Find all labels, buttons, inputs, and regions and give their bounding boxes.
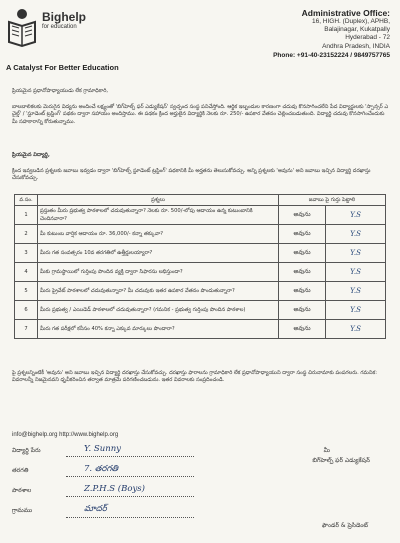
table-row (15, 263, 386, 282)
row-question: మీకు గ్రామస్థాయిలో గుర్తింపు పొందిన వ్యక్తి ద్వారా సిఫారసు లభిస్తుందా? (38, 263, 279, 282)
student-name-line (66, 456, 194, 457)
eligibility-table (14, 194, 386, 339)
brand-subtitle: for education (42, 24, 77, 30)
village-line (66, 517, 194, 518)
table-row (15, 320, 386, 339)
bighelp-logo-icon (6, 8, 38, 48)
contact-email[interactable]: info@bighelp.org http://www.bighelp.org (12, 432, 119, 438)
row-question: మీ కుటుంబ వార్షిక ఆదాయం రూ. 36,000/- కన్నా తక్కువా? (38, 225, 279, 244)
row-answer[interactable]: అవును (279, 263, 326, 282)
table-row (15, 206, 386, 225)
row-signature: Y.S (326, 206, 386, 225)
row-signature: Y.S (326, 244, 386, 263)
row-signature: Y.S (326, 263, 386, 282)
office-phone: Phone: +91-40-23152224 / 9849757765 (273, 51, 390, 59)
row-number: 6 (15, 301, 38, 320)
class-line (66, 476, 194, 477)
row-number: 3 (15, 244, 38, 263)
student-name-value[interactable]: Y. Sunny (84, 444, 121, 454)
signoff-yours: మీ (323, 447, 330, 454)
row-question: మీరు ప్రభుత్వ / ఎయిడెడ్ పాఠశాలలో చదువుతున్నారా? (గమనిక - ప్రభుత్వ గుర్తింపు పొందిన పాఠశాల) (38, 301, 279, 320)
school-line (66, 496, 194, 497)
row-answer[interactable]: అవును (279, 244, 326, 263)
intro-paragraph: బాలబాలికలకు మెరుగైన విద్యను అందించే లక్ష్యంతో 'బిగ్‌హెల్ప్ ఫర్ ఎడ్యుకేషన్' స్వచ్ఛంద సంస్థ పనిచేస్తోంది. ఆర్థిక ఇబ్బందుల కారణంగా చదువు కొనసాగించలేని పేద విద్యార్థులకు 'స్పాన్సర్ ఎ చైల్డ్' / 'స్టూడెంట్ ట్రస్టింగ్' పథకం ద్వారా సహాయం అందిస్తాము. ఈ పథకం క్రింద అర్హులైన విద్యార్థికి నెలకు రూ. 250/- ఉపకార వేతనం చెల్లించబడుతుంది. విద్యార్థి చదువు కొనసాగించేందుకు మీ సహకారాన్ని కోరుతున్నాము. (12, 104, 389, 125)
office-line: 16, HIGH. (Duplex), APHB, (311, 18, 390, 25)
office-address (210, 8, 390, 59)
row-answer[interactable]: అవును (279, 301, 326, 320)
row-signature: Y.S (326, 282, 386, 301)
row-signature: Y.S (326, 320, 386, 339)
village-value[interactable]: మాదర్ (84, 504, 107, 514)
signoff-organization: బిగ్‌హెల్ప్ ఫర్ ఎడ్యుకేషన్ (312, 457, 370, 464)
header-questions: ప్రశ్నలు (38, 195, 279, 206)
row-number: 5 (15, 282, 38, 301)
village-label: గ్రామము (12, 507, 33, 514)
office-line: Andhra Pradesh, INDIA (322, 42, 390, 50)
row-question: మీరు ప్రైవేట్ పాఠశాలలో చదువుతున్నారా? మీ చదువుకు ఇతర ఉపకార వేతనం పొందుతున్నారా? (38, 282, 279, 301)
instruction-paragraph: క్రింద ఇవ్వబడిన ప్రశ్నలకు జవాబు ఇవ్వడం ద్వారా 'బిగ్‌హెల్ప్ స్టూడెంట్ ట్రస్టింగ్' పథకానికి మీ అర్హతను తెలుసుకోవచ్చు. అన్ని ప్రశ్నలకు 'అవును' అని జవాబు ఇచ్చిన విద్యార్థి దరఖాస్తు చేసుకోవచ్చు. (12, 168, 371, 182)
header-answer: జవాబు పై గుర్తు పెట్టాలి (279, 195, 386, 206)
class-label: తరగతి (12, 467, 29, 474)
signoff-founder: ఫౌండర్ & ప్రెసిడెంట్ (321, 522, 368, 529)
header-number: వ.సం. (15, 195, 38, 206)
row-number: 7 (15, 320, 38, 339)
row-signature: Y.S (326, 225, 386, 244)
row-signature: Y.S (326, 301, 386, 320)
row-answer[interactable]: అవును (279, 206, 326, 225)
school-label: పాఠశాల (12, 487, 32, 494)
row-answer[interactable]: అవును (279, 320, 326, 339)
office-line: Balajinagar, Kukatpally (324, 26, 390, 34)
row-number: 1 (15, 206, 38, 225)
row-number: 4 (15, 263, 38, 282)
row-number: 2 (15, 225, 38, 244)
tagline: A Catalyst For Better Education (6, 63, 119, 72)
brand-block (42, 10, 86, 30)
student-name-label: విద్యార్థి పేరు (12, 447, 41, 454)
student-heading: ప్రియమైన విద్యార్థి, (12, 152, 50, 158)
row-question: మీరు గత పరీక్షలో కనీసం 40% కన్నా ఎక్కువ మార్కులు పొందారా? (38, 320, 279, 339)
row-question: ప్రస్తుతం మీరు ప్రభుత్వ పాఠశాలలో చదువుతున్నారా? నెలకు రూ. 500/-లోపు ఆదాయం ఉన్న కుటుంబానికి చెందినవారా? (38, 206, 279, 225)
table-row (15, 282, 386, 301)
office-title: Administrative Office: (301, 8, 390, 18)
table-row (15, 301, 386, 320)
row-answer[interactable]: అవును (279, 282, 326, 301)
office-line: Hyderabad - 72 (345, 34, 390, 42)
school-value[interactable]: Z.P.H.S (Boys) (84, 484, 145, 494)
table-row (15, 225, 386, 244)
table-header-row (15, 195, 386, 206)
row-answer[interactable]: అవును (279, 225, 326, 244)
class-value[interactable]: 7. తరగతి (84, 464, 119, 474)
closing-paragraph: పై ప్రశ్నలన్నింటికీ 'అవును' అని జవాబు ఇచ్చిన విద్యార్థి దరఖాస్తు చేసుకోవచ్చు. దరఖాస్తు ఫారాలను గ్రామాధికారి లేక ప్రధానోపాధ్యాయుని ద్వారా సంస్థ చిరునామాకు పంపగలరు. గమనిక: వివరాలన్నీ నిజమైనవని ధృవీకరించిన తర్వాత మాత్రమే పరిగణించబడును. ఇతర వివరాలకు సంప్రదించండి. (12, 370, 377, 384)
brand-name: Bighelp (42, 10, 86, 24)
row-question: మీరు గత సంవత్సరం 10వ తరగతిలో ఉత్తీర్ణులయ్యారా? (38, 244, 279, 263)
table-row (15, 244, 386, 263)
salutation: ప్రియమైన ప్రధానోపాధ్యాయుడు లేక గ్రామాధికారి, (12, 88, 109, 94)
